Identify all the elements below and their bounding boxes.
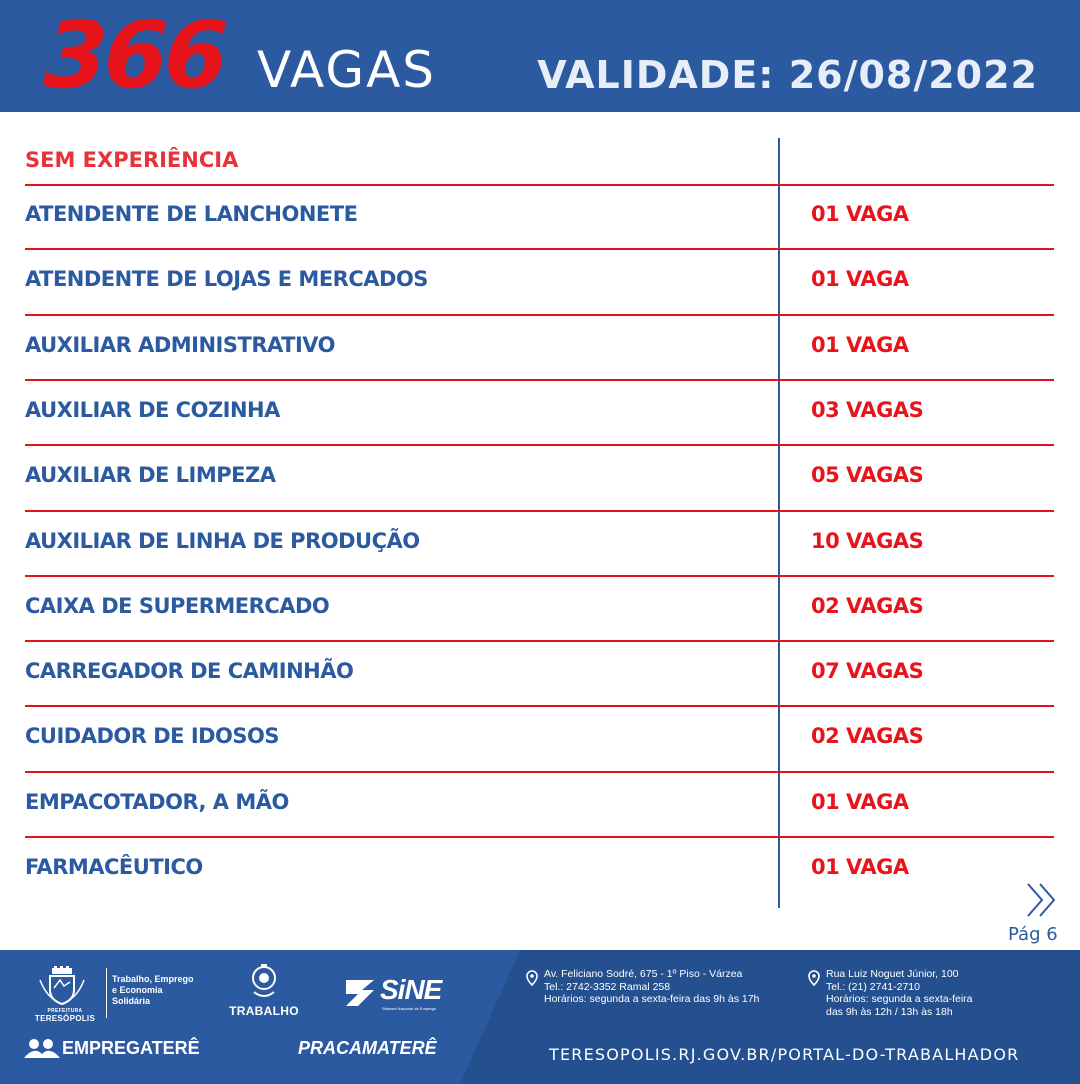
department-name: Trabalho, Emprego e Economia Solidária [112,974,194,1006]
portal-link[interactable]: TERESOPOLIS.RJ.GOV.BR/PORTAL-DO-TRABALHADOR [549,1045,1020,1064]
job-quantity: 01 VAGA [811,202,909,226]
job-row [0,380,1080,444]
page-label: Pág 6 [1008,924,1058,945]
trabalho-logo [222,964,306,1022]
address-hours: Horários: segunda a sexta-feira [826,993,973,1005]
sine-subtitle: Sistema Nacional de Emprego [382,1006,437,1011]
empregatere-logo [24,1036,244,1062]
people-icon [24,1038,60,1060]
job-title: CAIXA DE SUPERMERCADO [25,593,330,618]
job-quantity: 01 VAGA [811,332,909,357]
job-title: EMPACOTADOR, A MÃO [25,789,289,814]
job-title: AUXILIAR DE LINHA DE PRODUÇÃO [25,528,420,553]
job-quantity: 01 VAGA [811,267,909,292]
trabalho-emblem-icon [248,964,280,1000]
footer [0,950,1080,1084]
validity-date: VALIDADE: 26/08/2022 [537,53,1038,97]
job-title: FARMACÊUTICO [25,855,203,879]
job-title: CARREGADOR DE CAMINHÃO [25,659,354,684]
job-title: AUXILIAR DE COZINHA [25,397,280,422]
job-row [0,249,1080,313]
header-banner [0,0,1080,112]
trabalho-label: TRABALHO [229,1004,299,1018]
empregatere-label: EMPREGATERÊ [62,1038,200,1058]
job-row [0,772,1080,836]
prefeitura-name: PREFEITURA TERESÓPOLIS [34,1008,96,1023]
sine-logo [342,974,462,1018]
job-quantity: 07 VAGAS [811,659,924,684]
sine-label: SiNE [380,974,442,1005]
job-title: AUXILIAR DE LIMPEZA [25,463,276,488]
job-list [0,112,1080,950]
vacancy-count-label: VAGAS [257,41,437,99]
vacancy-count: 366 [42,2,226,109]
job-title: ATENDENTE DE LANCHONETE [25,202,358,226]
address-line: Rua Luiz Noguet Júnior, 100 [826,968,959,980]
job-row [0,706,1080,770]
job-quantity: 02 VAGAS [811,724,924,749]
job-row [0,576,1080,640]
job-quantity: 10 VAGAS [811,528,924,553]
prefeitura-logo [24,966,204,1022]
job-quantity: 03 VAGAS [811,397,924,422]
job-quantity: 01 VAGA [811,855,909,879]
address-phone: Tel.: (21) 2741-2710 [826,980,920,993]
job-quantity: 01 VAGA [811,789,909,814]
sine-mark-icon [342,976,378,1010]
job-row [0,837,1080,901]
job-quantity: 02 VAGAS [811,593,924,618]
job-row [0,315,1080,379]
location-pin-icon [526,970,538,986]
job-row [0,511,1080,575]
address-line: Av. Feliciano Sodré, 675 - 1º Piso - Várzea [544,968,743,980]
double-chevron-right-icon[interactable] [1024,880,1060,920]
location-pin-icon [808,970,820,986]
section-title: SEM EXPERIÊNCIA [25,148,239,172]
address-phone: Tel.: 2742-3352 Ramal 258 [544,980,671,993]
job-title: AUXILIAR ADMINISTRATIVO [25,332,335,357]
pracamatere-logo [298,1036,468,1062]
logo-divider [106,968,107,1018]
pracamatere-label: PRACAMATERÊ [298,1038,437,1058]
address-hours: Horários: segunda a sexta-feira das 9h às 17h [544,993,760,1005]
city-crest-icon [36,966,88,1006]
job-row [0,184,1080,248]
job-title: CUIDADOR DE IDOSOS [25,724,280,749]
job-quantity: 05 VAGAS [811,463,924,488]
job-row [0,641,1080,705]
address-hours-detail: das 9h às 12h / 13h às 18h [826,1005,953,1018]
job-title: ATENDENTE DE LOJAS E MERCADOS [25,267,428,292]
job-row [0,445,1080,509]
